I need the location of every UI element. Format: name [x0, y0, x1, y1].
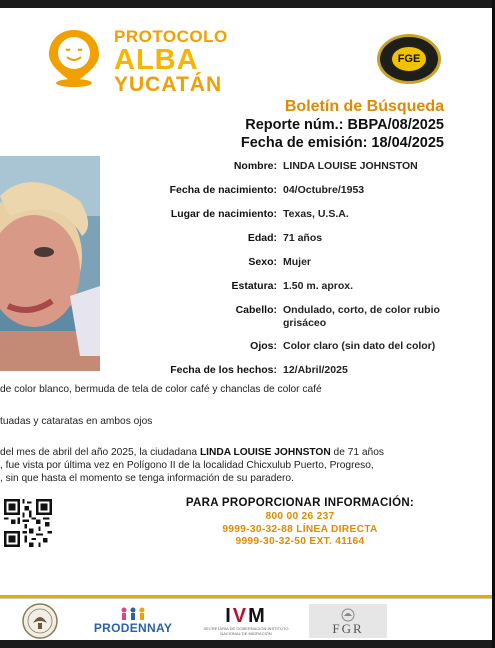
field-value: 1.50 m. aprox. [283, 280, 354, 292]
fgr-logo [306, 602, 390, 640]
narrative-line-3: , sin que hasta el momento se tenga información de su paradero. [0, 473, 294, 484]
protocolo-alba-logo [46, 28, 296, 98]
field-label: Estatura: [231, 280, 277, 292]
field-value: Mujer [283, 256, 312, 268]
prodennay-logo [88, 602, 178, 640]
field-label: Ojos: [250, 340, 277, 352]
distinctive-marks: tuadas y cataratas en ambos ojos [0, 416, 153, 427]
contact-phone-3: 9999-30-32-50 EXT. 41164 [235, 536, 365, 547]
ivm-letter-i: I [225, 605, 233, 627]
logo-line-protocolo: PROTOCOLO [114, 27, 228, 46]
field-label: Fecha de los hechos: [170, 364, 277, 376]
narrative-line-1 [0, 446, 492, 459]
narrative-text: de 71 años [330, 447, 384, 458]
logo-line-alba: ALBA [114, 44, 199, 76]
field-label: Cabello: [235, 304, 277, 316]
field-value: 12/Abril/2025 [283, 364, 348, 376]
bulletin-sheet [0, 8, 492, 640]
field-label: Edad: [247, 232, 277, 244]
map-pin-face-icon [46, 28, 102, 88]
narrative-line-2: , fue vista por última vez en Polígono II de la localidad Chicxulub Puerto, Progreso, [0, 460, 374, 471]
institution-logos [0, 602, 492, 640]
field-label: Fecha de nacimiento: [169, 184, 277, 196]
contact-info [150, 496, 450, 549]
inm-subtitle: SECRETARÍA DE GOBERNACIÓN INSTITUTO NACIONAL DE MIGRACIÓN [203, 626, 289, 636]
report-number: Reporte núm.: BBPA/08/2025 [245, 117, 444, 133]
footer-divider-line [0, 598, 492, 599]
bulletin-header [241, 98, 444, 152]
logo-line-yucatan: YUCATÁN [114, 73, 223, 96]
field-label: Lugar de nacimiento: [170, 208, 277, 220]
fge-seal-text: FGE [390, 45, 428, 73]
ivm-letter-v: V [232, 605, 249, 627]
event-narrative [0, 446, 492, 485]
qr-code-icon [4, 499, 52, 547]
field-value: Texas, U.S.A. [283, 208, 349, 220]
clothing-description: de color blanco, bermuda de tela de color café y chanclas de color café [0, 384, 322, 395]
field-value: Ondulado, corto, de color rubio grisáceo [283, 304, 440, 329]
field-label: Sexo: [248, 256, 277, 268]
contact-phone-1: 800 00 26 237 [265, 511, 335, 522]
eagle-emblem-icon [22, 603, 58, 639]
narrative-name: LINDA LOUISE JOHNSTON [199, 447, 331, 458]
field-value: Color claro (sin dato del color) [283, 340, 436, 352]
field-label: Nombre: [233, 160, 277, 172]
field-value: 04/Octubre/1953 [283, 184, 365, 196]
narrative-text: del mes de abril del año 2025, la ciudadana [0, 447, 200, 458]
sedena-logo [10, 602, 70, 640]
issue-date: Fecha de emisión: 18/04/2025 [240, 135, 444, 151]
fge-seal [377, 34, 441, 84]
field-value: LINDA LOUISE JOHNSTON [283, 160, 418, 172]
bulletin-title: Boletín de Búsqueda [284, 98, 444, 115]
field-value: 71 años [283, 232, 323, 244]
contact-title: PARA PROPORCIONAR INFORMACIÓN: [185, 497, 415, 509]
missing-person-photo [0, 156, 100, 371]
inm-logo [196, 602, 296, 640]
fgr-emblem-icon [339, 608, 357, 622]
ivm-letter-m: M [248, 605, 267, 627]
fgr-text: FGR [332, 620, 364, 636]
contact-phone-2: 9999-30-32-88 LÍNEA DIRECTA [222, 523, 378, 535]
children-figures-icon [118, 607, 148, 621]
prodennay-text: PRODENNAY [93, 621, 173, 635]
